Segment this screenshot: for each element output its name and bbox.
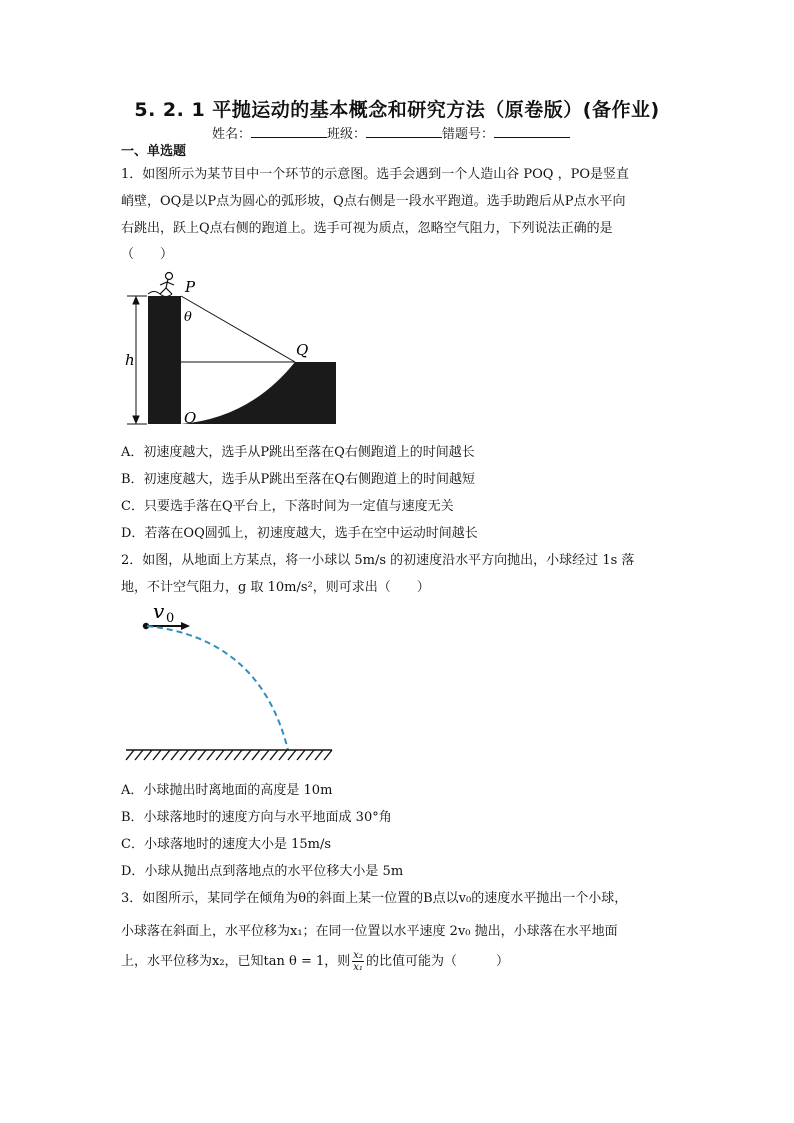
runner-icon bbox=[148, 273, 174, 297]
name-blank[interactable] bbox=[251, 125, 327, 138]
ground-line bbox=[126, 750, 332, 760]
q1-text-line-2: 峭壁，OQ是以P点为圆心的弧形坡，Q点右侧是一段水平跑道。选手助跑后从P点水平向 bbox=[121, 194, 626, 209]
q1-option-d[interactable]: D．若落在OQ圆弧上，初速度越大，选手在空中运动时间越长 bbox=[121, 526, 478, 541]
fraction-numerator: x₂ bbox=[353, 950, 363, 961]
q2-text-line-1: 2．如图，从地面上方某点，将一小球以 5m/s 的初速度沿水平方向抛出，小球经过 1s 落 bbox=[121, 553, 635, 568]
label-q: Q bbox=[296, 341, 309, 359]
label-h: h bbox=[125, 351, 135, 369]
label-o: O bbox=[184, 409, 197, 427]
q1-option-a[interactable]: A．初速度越大，选手从P跳出至落在Q右侧跑道上的时间越长 bbox=[121, 445, 475, 460]
q2-text-line-2: 地，不计空气阻力，g 取 10m/s²，则可求出（ ） bbox=[121, 580, 430, 595]
label-v-subscript: 0 bbox=[166, 611, 175, 626]
student-info-row bbox=[212, 123, 570, 142]
section-heading: 一、单选题 bbox=[121, 144, 187, 159]
q3-text-line-2: 小球落在斜面上，水平位移为x₁；在同一位置以水平速度 2v₀ 抛出，小球落在水平地面 bbox=[121, 924, 618, 939]
q1-figure bbox=[120, 268, 350, 433]
label-v: v bbox=[153, 599, 165, 623]
q2-figure bbox=[120, 598, 335, 768]
q2-option-b[interactable]: B．小球落地时的速度方向与水平地面成 30°角 bbox=[121, 810, 392, 825]
line-pq bbox=[181, 296, 295, 362]
class-blank[interactable] bbox=[366, 125, 442, 138]
q3-text-line-3 bbox=[121, 950, 509, 973]
class-label: 班级： bbox=[327, 127, 367, 142]
q1-option-b[interactable]: B．初速度越大，选手从P跳出至落在Q右侧跑道上的时间越短 bbox=[121, 472, 475, 487]
q1-text-line-3: 右跳出，跃上Q点右侧的跑道上。选手可视为质点，忽略空气阻力，下列说法正确的是 bbox=[121, 221, 613, 236]
trajectory-curve bbox=[147, 626, 288, 750]
ratio-fraction bbox=[352, 950, 364, 973]
label-p: P bbox=[185, 278, 196, 296]
wrong-number-blank[interactable] bbox=[494, 125, 570, 138]
label-theta: θ bbox=[184, 310, 192, 325]
q2-option-c[interactable]: C．小球落地时的速度大小是 15m/s bbox=[121, 837, 331, 852]
wrong-number-label: 错题号： bbox=[442, 127, 495, 142]
q3-line3-suffix: 的比值可能为（ ） bbox=[365, 954, 509, 969]
platform-and-slope bbox=[181, 362, 336, 424]
q1-text-line-1: 1．如图所示为某节目中一个环节的示意图。选手会遇到一个人造山谷 POQ ，PO是竖直 bbox=[121, 167, 630, 182]
name-label: 姓名： bbox=[212, 127, 252, 142]
fraction-denominator: x₁ bbox=[353, 962, 363, 973]
q2-option-a[interactable]: A．小球抛出时离地面的高度是 10m bbox=[121, 783, 333, 798]
q3-text-line-1: 3．如图所示，某同学在倾角为θ的斜面上某一位置的B点以v₀的速度水平抛出一个小球， bbox=[121, 891, 628, 906]
cliff-wall bbox=[148, 296, 181, 424]
page-title: 5. 2. 1 平抛运动的基本概念和研究方法（原卷版）(备作业) bbox=[134, 99, 660, 121]
q3-line3-prefix: 上，水平位移为x₂，已知tan θ = 1，则 bbox=[121, 954, 351, 969]
q1-text-line-4: （ ） bbox=[121, 247, 174, 262]
q1-option-c[interactable]: C．只要选手落在Q平台上，下落时间为一定值与速度无关 bbox=[121, 499, 454, 514]
q2-option-d[interactable]: D．小球从抛出点到落地点的水平位移大小是 5m bbox=[121, 864, 404, 879]
